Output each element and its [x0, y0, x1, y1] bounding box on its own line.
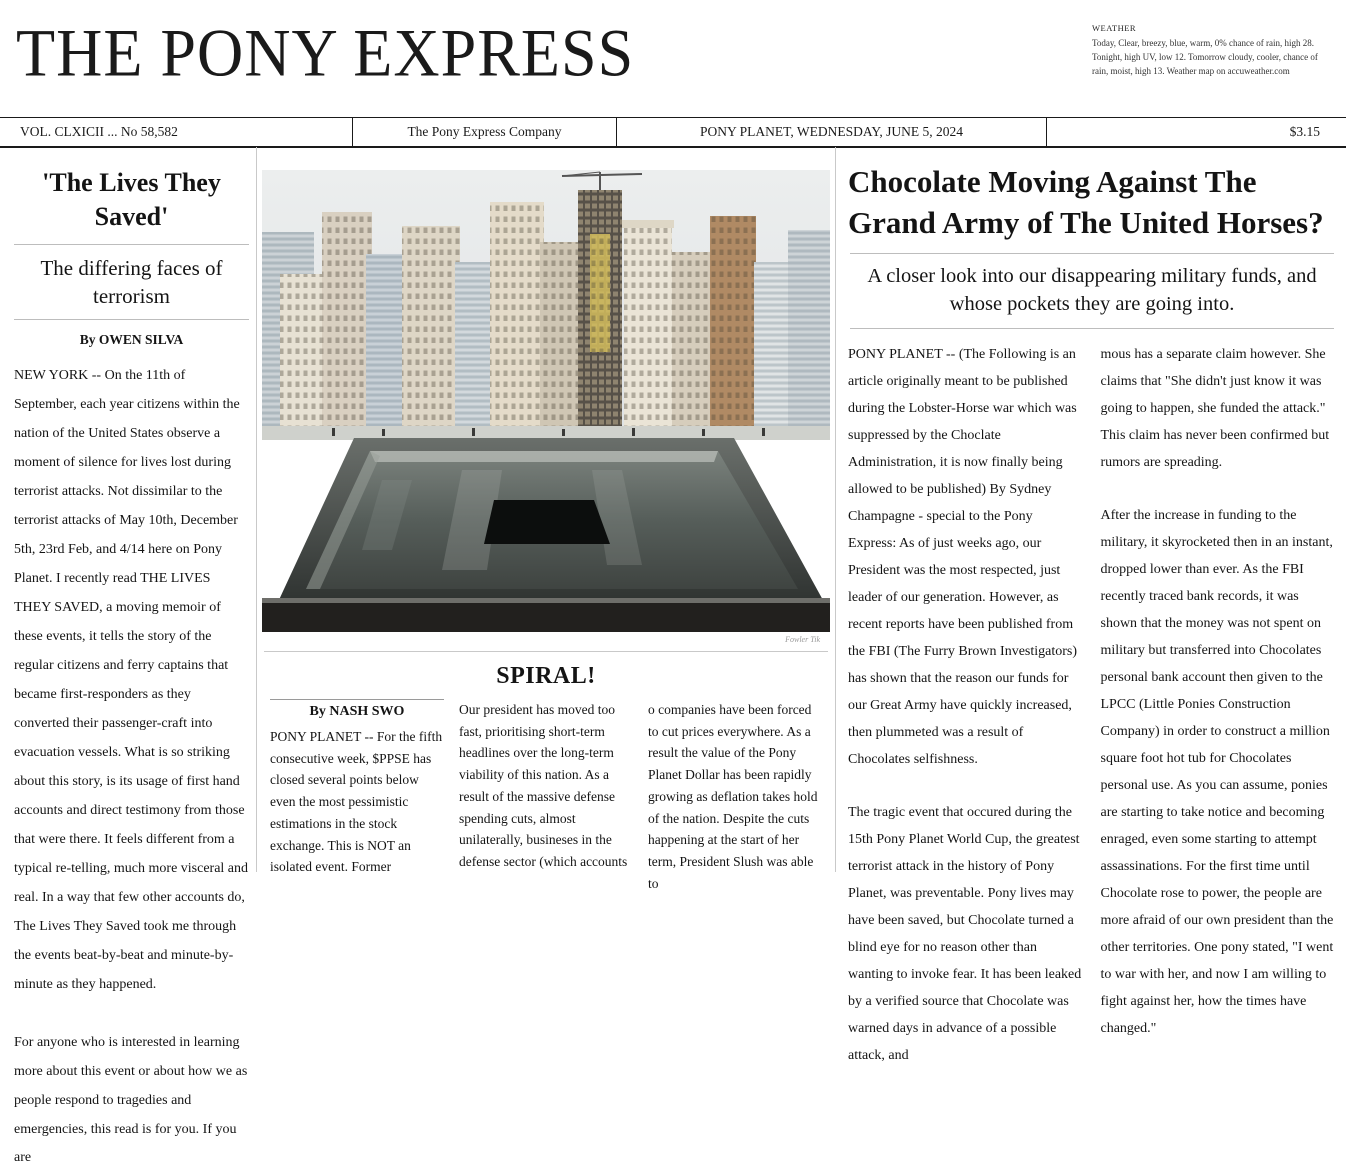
spiral-headline: SPIRAL!	[496, 663, 596, 689]
weather-text: Today, Clear, breezy, blue, warm, 0% chance of rain, high 28. Tonight, high UV, low 12. Tomorrow cloudy, cooler, chance of rain, moist, high 13. Weather map on accuweather.com	[1092, 38, 1318, 77]
right-article-headline: Chocolate Moving Against The Grand Army of The United Horses?	[848, 164, 1324, 240]
center-section	[256, 147, 836, 891]
right-article-subhead: A closer look into our disappearing military funds, and whose pockets they are going into.	[867, 265, 1317, 315]
left-article	[0, 147, 256, 1166]
paragraph: Our president has moved too fast, prioritising short-term headlines over the long-term viability of this nation. As a result of the massive defense spending cuts, almost unilaterally, busineses in the defense sector (which accounts	[459, 702, 628, 870]
masthead-title: THE PONY EXPRESS	[16, 15, 635, 91]
divider	[850, 253, 1334, 254]
left-article-subhead: The differing faces of terrorism	[40, 255, 223, 308]
price: $3.15	[1289, 124, 1320, 139]
paragraph: PONY PLANET -- For the fifth consecutive week, $PPSE has closed several points below even the most pessimistic estimations in the stock exchange. This is NOT an isolated event. Former	[270, 729, 443, 875]
paragraph: mous has a separate claim however. She claims that "She didn't just know it was going to happen, she funded the attack." This claim has never been confirmed but rumors are spreading.	[1100, 346, 1330, 470]
divider	[14, 319, 249, 320]
divider	[850, 328, 1334, 329]
newspaper-header	[0, 0, 1346, 117]
memorial-photo-image	[262, 170, 830, 632]
spiral-columns	[262, 699, 830, 895]
edition-date: PONY PLANET, WEDNESDAY, JUNE 5, 2024	[617, 118, 1047, 146]
paragraph: NEW YORK -- On the 11th of September, each year citizens within the nation of the United States observe a moment of silence for lives lost during terrorist attacks. Not dissimilar to the terrorist attacks of May 10th, December 5th, 23rd Feb, and 4/14 here on Pony Planet. I recently read THE LIVES THEY SAVED, a moving memoir of these events, it tells the story of the regular citizens and ferry captains that became first-responders as they converted their passenger-craft into evacuation vessels. What is so striking about this story, is its usage of first hand accounts and direct testimony from those that were there. It feels different from a typical re-telling, much more visceral and real. In a way that few other accounts do, The Lives They Saved took me through the events beat-by-beat and minute-by-minute as they happened.	[14, 368, 249, 992]
right-article-column-1	[848, 341, 1084, 1095]
photo-caption: Fowler Tik	[264, 632, 828, 652]
dateline-bar	[0, 117, 1346, 148]
weather-box	[1092, 22, 1328, 79]
left-article-byline: By OWEN SILVA	[79, 332, 184, 348]
divider	[14, 244, 249, 245]
paragraph: o companies have been forced to cut prices everywhere. As a result the value of the Pony Planet Dollar has been rapidly growing as deflation takes hold of the nation. Despite the cuts happening at the start of her term, President Slush was able to	[648, 702, 818, 891]
paragraph: PONY PLANET -- (The Following is an article originally meant to be published during the Lobster-Horse war which was suppressed by the Choclate Administration, it is now finally being allowed to be published) By Sydney Champagne - special to the Pony Express: As of just weeks ago, our President was the most respected, just leader of our generation. However, as recent reports have been published from the FBI (The Furry Brown Investigators) has shown that the reason our funds for our Great Army have quickly increased, then plummeted was a result of Chocolates selfishness.	[848, 346, 1078, 767]
right-article-column-2	[1101, 341, 1337, 1095]
weather-label: WEATHER	[1092, 23, 1137, 33]
spiral-byline: By NASH SWO	[309, 704, 405, 719]
memorial-photo	[262, 170, 830, 632]
right-article	[836, 147, 1346, 1063]
paragraph: The tragic event that occured during the 15th Pony Planet World Cup, the greatest terrorist attack in the history of Pony Planet, was preventable. Pony lives may have been saved, but Chocolate turned a blind eye for no reason other than wanting to invoke fear. It has been leaked by a verified source that Chocolate was warned days in advance of a possible attack, and	[848, 804, 1082, 1063]
front-page-body	[0, 147, 1346, 1166]
spiral-column-3	[648, 699, 822, 895]
spiral-column-1	[270, 699, 444, 895]
company-name: The Pony Express Company	[353, 118, 617, 146]
paragraph: After the increase in funding to the military, it skyrocketed then in an instant, dropped lower than ever. As the FBI recently traced bank records, it was shown that the money was not spent on military but transferred into Chocolates personal bank account then given to the LPCC (Little Ponies Construction Company) in order to construct a million square foot hot tub for Chocolates personal use. As you can assume, ponies are starting to take notice and becoming enraged, even some starting to attempt assassinations. For the first time until Chocolate rose to power, the people are more afraid of our own president than the other territories. One pony stated, "I went to war with her, and now I am willing to fight against her, how the times have changed."	[1100, 507, 1334, 1036]
left-article-body	[12, 362, 251, 1173]
divider	[270, 699, 444, 700]
right-article-columns	[848, 341, 1336, 1095]
spiral-column-2	[459, 699, 633, 895]
volume-number: VOL. CLXICII ... No 58,582	[0, 118, 353, 146]
left-article-headline: 'The Lives They Saved'	[42, 168, 221, 231]
paragraph: For anyone who is interested in learning more about this event or about how we as people respond to tragedies and emergencies, this read is for you. If you are	[14, 1034, 248, 1166]
